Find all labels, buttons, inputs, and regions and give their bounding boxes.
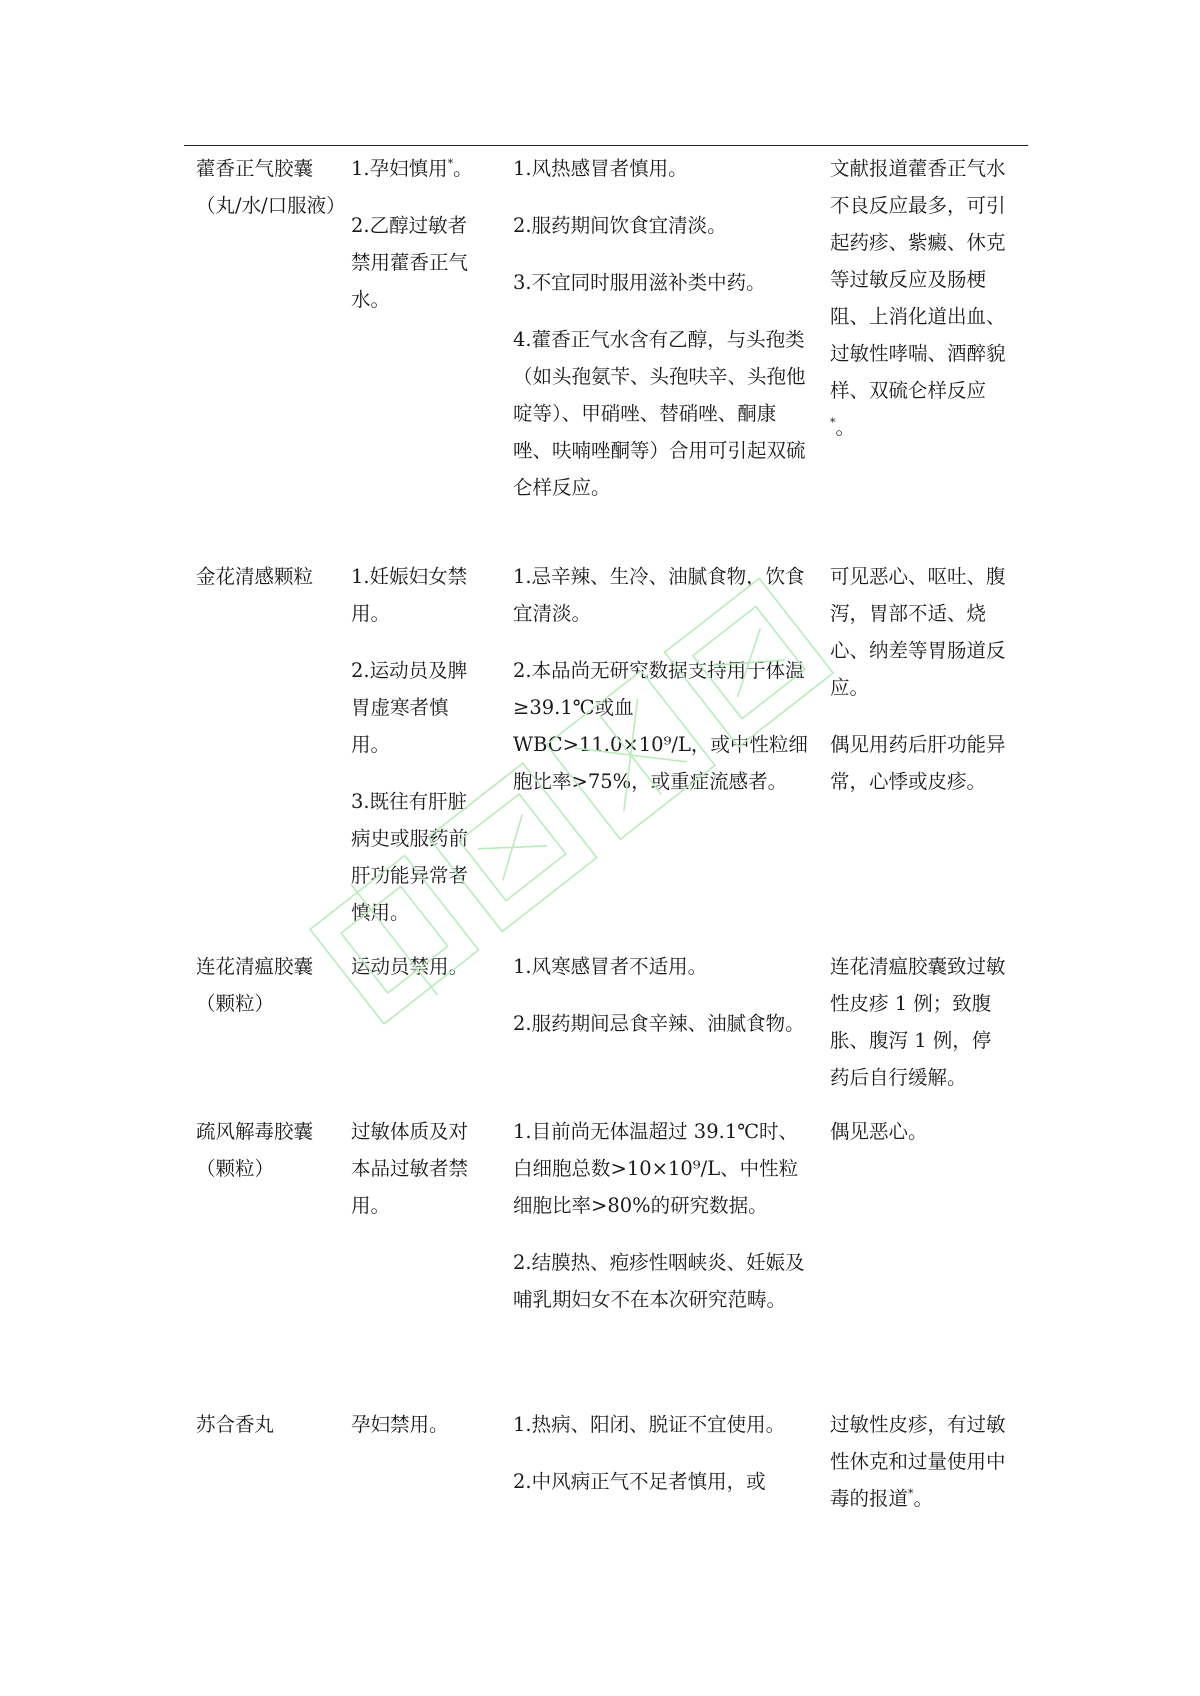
- adverse-item: 过敏性皮疹，有过敏性休克和过量使用中毒的报道*。: [830, 1413, 1006, 1510]
- drug-name: 苏合香丸: [196, 1413, 275, 1436]
- adverse-item: 连花清瘟胶囊致过敏性皮疹 1 例；致腹胀、腹泻 1 例，停药后自行缓解。: [830, 955, 1006, 1089]
- contraindications-cell: [351, 948, 483, 985]
- drug-name: 连花清瘟胶囊（颗粒）: [196, 955, 314, 1015]
- table-top-rule: [184, 145, 1028, 146]
- adverse-reactions-cell: [830, 1113, 1010, 1150]
- precaution-item: 1.风热感冒者慎用。: [513, 157, 688, 180]
- precautions-cell: [513, 1406, 808, 1500]
- precautions-cell: [513, 948, 808, 1042]
- precaution-item: 1.热病、阳闭、脱证不宜使用。: [513, 1413, 786, 1436]
- adverse-item: 文献报道藿香正气水不良反应最多，可引起药疹、紫癜、休克等过敏反应及肠梗阻、上消化道出血、过敏性哮喘、酒醉貌样、双硫仑样反应*。: [830, 157, 1006, 439]
- adverse-item: 偶见用药后肝功能异常，心悸或皮疹。: [830, 733, 1006, 793]
- contraindication-item: 1.孕妇慎用*。: [351, 157, 473, 180]
- drug-name: 疏风解毒胶囊（颗粒）: [196, 1120, 314, 1180]
- precaution-item: 2.中风病正气不足者慎用，或: [513, 1470, 766, 1493]
- precaution-item: 2.结膜热、疱疹性咽峡炎、妊娠及哺乳期妇女不在本次研究范畴。: [513, 1251, 805, 1311]
- contraindication-item: 过敏体质及对本品过敏者禁用。: [351, 1120, 469, 1217]
- contraindications-cell: [351, 1113, 483, 1224]
- precautions-cell: [513, 1113, 808, 1318]
- precaution-item: 4.藿香正气水含有乙醇，与头孢类（如头孢氨苄、头孢呋辛、头孢他啶等）、甲硝唑、替硝唑、酮康唑、呋喃唑酮等）合用可引起双硫仑样反应。: [513, 328, 806, 499]
- contraindication-item: 2.乙醇过敏者禁用藿香正气水。: [351, 214, 469, 311]
- precaution-item: 2.本品尚无研究数据支持用于体温≥39.1℃或血WBC>11.0×10⁹/L，或中性粒细胞比率>75%，或重症流感者。: [513, 659, 808, 793]
- contraindication-item: 2.运动员及脾胃虚寒者慎用。: [351, 659, 468, 756]
- precaution-item: 1.风寒感冒者不适用。: [513, 955, 708, 978]
- precaution-item: 2.服药期间忌食辛辣、油腻食物。: [513, 1012, 805, 1035]
- contraindications-cell: [351, 1406, 483, 1443]
- adverse-reactions-cell: [830, 948, 1010, 1096]
- precaution-item: 2.服药期间饮食宜清淡。: [513, 214, 727, 237]
- precaution-item: 3.不宜同时服用滋补类中药。: [513, 271, 766, 294]
- precautions-cell: [513, 150, 808, 506]
- contraindication-item: 1.妊娠妇女禁用。: [351, 565, 468, 625]
- precaution-item: 1.目前尚无体温超过 39.1℃时、白细胞总数>10×10⁹/L、中性粒细胞比率>80%的研究数据。: [513, 1120, 799, 1217]
- contraindication-item: 运动员禁用。: [351, 955, 469, 978]
- contraindications-cell: [351, 150, 483, 318]
- adverse-reactions-cell: [830, 1406, 1010, 1517]
- contraindications-cell: [351, 558, 483, 931]
- adverse-item: 可见恶心、呕吐、腹泻，胃部不适、烧心、纳差等胃肠道反应。: [830, 565, 1006, 699]
- drug-name: 金花清感颗粒: [196, 565, 314, 588]
- contraindication-item: 3.既往有肝脏病史或服药前肝功能异常者慎用。: [351, 790, 469, 924]
- contraindication-item: 孕妇禁用。: [351, 1413, 449, 1436]
- precautions-cell: [513, 558, 808, 800]
- adverse-item: 偶见恶心。: [830, 1120, 928, 1143]
- drug-name: 藿香正气胶囊（丸/水/口服液）: [196, 157, 346, 217]
- adverse-reactions-cell: [830, 150, 1010, 446]
- adverse-reactions-cell: [830, 558, 1010, 800]
- precaution-item: 1.忌辛辣、生冷、油腻食物，饮食宜清淡。: [513, 565, 805, 625]
